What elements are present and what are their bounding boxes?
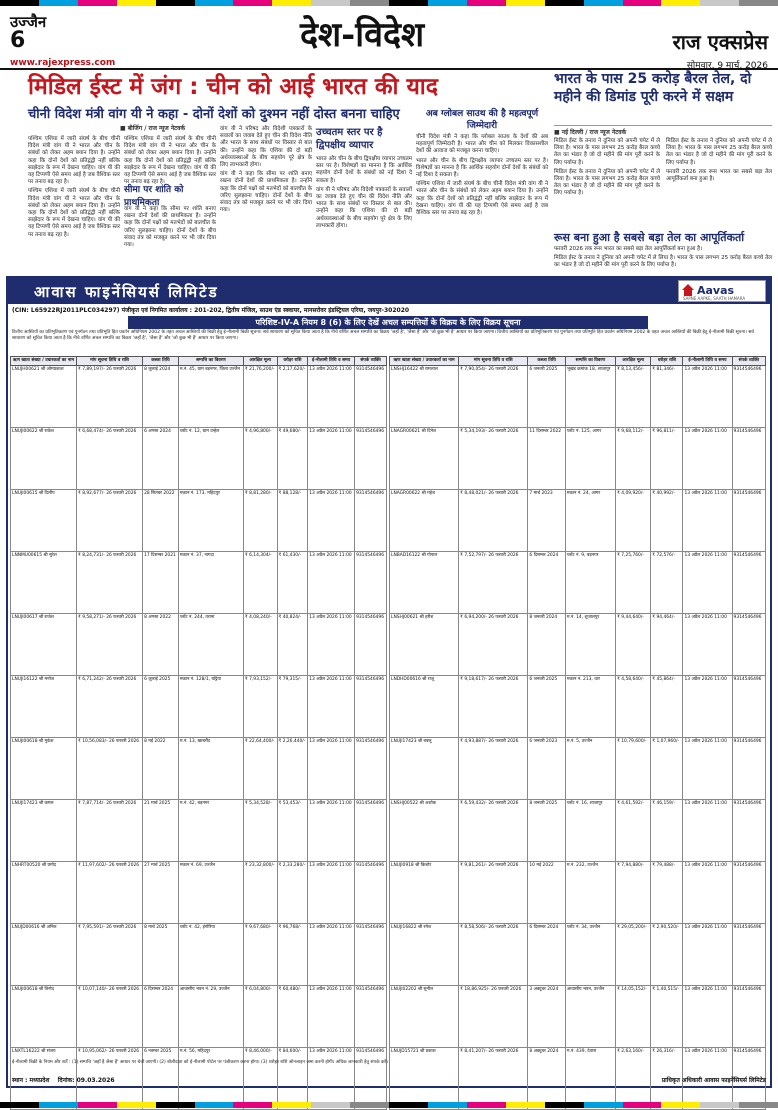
- table-cell: 9314546496: [355, 489, 387, 551]
- table-row: [11, 427, 387, 489]
- table-cell: ₹ 26,316/-: [651, 1047, 683, 1109]
- table-cell: मकान नं. 24, आगर: [565, 489, 615, 551]
- table-cell: ₹ 2,17,620/-: [277, 365, 308, 427]
- table-row: [11, 613, 387, 675]
- table-cell: LNUJI02202 श्री सुनील: [390, 985, 459, 1047]
- table-cell: ₹ 7,87,714/- 26 फरवरी 2026: [77, 799, 143, 861]
- table-row: [11, 799, 387, 861]
- table-row: [11, 985, 387, 1047]
- table-cell: ₹ 96,768/-: [277, 923, 308, 985]
- side-story-column-2: मिडिल ईस्ट के तनाव ने दुनिया को अपनी चपेट में ले लिया है। भारत के पास लगभग 25 करोड़ बैरल कच्चे तेल का भंडार है जो दो महीने की मांग पूरी करने के लिए पर्याप्त है। फरवरी 2026 तक रूस भारत का सबसे बड़ा तेल आपूर्तिकर्ता बना हुआ है।: [666, 138, 772, 183]
- registration-swatch: [117, 1102, 156, 1108]
- table-cell: 9314546496: [732, 799, 765, 861]
- table-cell: 13 अप्रैल 2026 11:00: [308, 675, 355, 737]
- table-cell: ₹ 8,58,506/- 26 फरवरी 2026: [459, 923, 528, 985]
- table-cell: 9314546496: [355, 365, 387, 427]
- table-row: [11, 551, 387, 613]
- lead-headline: मिडिल ईस्ट में जंग : चीन को आई भारत की याद: [28, 74, 438, 100]
- table-row: [390, 923, 766, 985]
- side-story-byline: ■ नई दिल्ली / राज न्यूज नेटवर्क: [554, 129, 627, 136]
- table-cell: 9314546496: [732, 985, 765, 1047]
- table-cell: LNUJI00622 श्री राकेश: [11, 427, 77, 489]
- table-cell: ₹ 11,97,602/- 26 फरवरी 2026: [77, 861, 143, 923]
- table-cell: 28 सितंबर 2022: [143, 489, 179, 551]
- table-cell: प्लॉट नं. 12, ग्राम उन्हेल: [178, 427, 243, 489]
- table-cell: ₹ 72,576/-: [651, 551, 683, 613]
- table-cell: LNSHJ16422 श्री रामलाल: [390, 365, 459, 427]
- table-cell: ₹ 9,67,680/-: [243, 923, 277, 985]
- table-row: [390, 427, 766, 489]
- table-cell: ₹ 7,89,197/- 26 फरवरी 2026: [77, 365, 143, 427]
- table-cell: 13 अप्रैल 2026 11:00: [308, 365, 355, 427]
- registration-swatch: [700, 1102, 739, 1108]
- table-cell: 13 अप्रैल 2026 11:00: [308, 489, 355, 551]
- logo-tagline: SAPNE AAPKE, SAATH HAMARA: [683, 296, 746, 301]
- table-cell: ₹ 29,05,200/-: [616, 923, 651, 985]
- table-cell: 13 अप्रैल 2026 11:00: [308, 551, 355, 613]
- ad-place-date: स्थान : मध्यप्रदेश दिनांक: 09.03.2026: [12, 1077, 115, 1084]
- table-cell: 13 अप्रैल 2026 11:00: [683, 737, 732, 799]
- table-cell: ₹ 6,71,242/- 26 फरवरी 2026: [77, 675, 143, 737]
- table-cell: ₹ 9,18,617/- 26 फरवरी 2026: [459, 675, 528, 737]
- table-header: मांग सूचना तिथि व राशि: [459, 357, 528, 366]
- table-cell: मकान नं. 69, उज्जैन: [178, 861, 243, 923]
- table-cell: मकान नं. 128/1, घट्टिया: [178, 675, 243, 737]
- side-story-column-1: मिडिल ईस्ट के तनाव ने दुनिया को अपनी चपेट में ले लिया है। भारत के पास लगभग 25 करोड़ बैरल कच्चे तेल का भंडार है जो दो महीने की मांग पूरी करने के लिए पर्याप्त है। मिडिल ईस्ट के तनाव ने दुनिया को अपनी चपेट में ले लिया है। भारत के पास लगभग 25 करोड़ बैरल कच्चे तेल का भंडार है जो दो महीने की मांग पूरी करने के लिए पर्याप्त है।: [554, 138, 660, 197]
- table-cell: 9314546496: [355, 985, 387, 1047]
- table-cell: 21 मार्च 2025: [143, 799, 179, 861]
- table-cell: LNUJI00618 श्री विनोद: [11, 985, 77, 1047]
- table-cell: LNUJI16822 श्री रमेश: [390, 923, 459, 985]
- table-header: धरोहर राशि: [277, 357, 308, 366]
- table-cell: म.नं. 42, बड़नगर: [178, 799, 243, 861]
- table-cell: ₹ 1,07,960/-: [651, 737, 683, 799]
- table-cell: ₹ 22,64,400/-: [243, 737, 277, 799]
- table-row: [11, 365, 387, 427]
- table-cell: 13 अप्रैल 2026 11:00: [308, 1047, 355, 1109]
- table-cell: ₹ 49,680/-: [277, 427, 308, 489]
- table-cell: ₹ 46,159/-: [651, 799, 683, 861]
- table-header: कब्जा तिथि: [528, 357, 565, 366]
- table-cell: ₹ 6,04,800/-: [243, 985, 277, 1047]
- table-cell: 9314546496: [732, 613, 765, 675]
- table-cell: आवासीय भवन नं. 29, उज्जैन: [178, 985, 243, 1047]
- registration-swatch: [661, 1102, 700, 1108]
- ad-cin-address: (CIN: L65922RJ2011PLC034297) पंजीकृत एवं निगमित कार्यालय : 201-202, द्वितीय मंजिल, साउथ एंड स्क्वायर, मानसरोवर इंडस्ट्रियल एरिया, जयपुर-302020: [12, 307, 410, 314]
- table-cell: 13 अप्रैल 2026 11:00: [308, 737, 355, 799]
- table-cell: ₹ 79,315/-: [277, 675, 308, 737]
- table-cell: ₹ 9,58,271/- 26 फरवरी 2026: [77, 613, 143, 675]
- table-cell: LNAGR00621 श्री दिनेश: [390, 427, 459, 489]
- table-cell: म.नं. 5, उज्जैन: [565, 737, 615, 799]
- website-link[interactable]: www.rajexpress.com: [10, 58, 116, 68]
- side-story-subhead: रूस बना हुआ है सबसे बड़ा तेल का आपूर्तिकर्ता: [554, 231, 745, 244]
- table-cell: LNUJI0918 श्री किशोर: [390, 861, 459, 923]
- table-header: आरक्षित मूल्य: [243, 357, 277, 366]
- section-title: देश-विदेश: [300, 15, 425, 55]
- table-row: [390, 861, 766, 923]
- table-cell: आवासीय भवन, उज्जैन: [565, 985, 615, 1047]
- table-header: संपर्क व्यक्ति: [355, 357, 387, 366]
- ad-terms: ई-नीलामी बिक्री के नियम और शर्तें : (1) सम्पत्ति 'जहाँ है जैसा है' आधार पर बेची जाएगी। (2) बोलीदाता को ई-नीलामी पोर्टल पर पंजीकरण करना होगा। (3) धरोहर राशि ऑनलाइन जमा करनी होगी। अधिक जानकारी हेतु संपर्क करें।: [12, 1060, 388, 1065]
- table-cell: ₹ 45,864/-: [651, 675, 683, 737]
- registration-swatch: [584, 1102, 623, 1108]
- table-cell: LNNMU00615 श्री सुरेश: [11, 551, 77, 613]
- table-cell: 13 अप्रैल 2026 11:00: [308, 985, 355, 1047]
- table-header: ऋण खाता संख्या / उधारकर्ता का नाम: [11, 357, 77, 366]
- table-cell: LNXTL16222 श्री संजय: [11, 1047, 77, 1109]
- table-row: [11, 861, 387, 923]
- table-cell: ₹ 7,93,152/-: [243, 675, 277, 737]
- table-cell: 9314546496: [732, 551, 765, 613]
- table-cell: ₹ 84,600/-: [277, 1047, 308, 1109]
- table-cell: LNUJH00621 श्री ओमप्रकाश: [11, 365, 77, 427]
- table-cell: म.नं. 13, खाचरौद: [178, 737, 243, 799]
- table-cell: ₹ 9,81,261/- 26 फरवरी 2026: [459, 861, 528, 923]
- table-cell: 8 अक्टूबर 2024: [528, 1047, 565, 1109]
- table-cell: 17 दिसम्बर 2021: [143, 551, 179, 613]
- table-cell: ₹ 4,08,240/-: [243, 613, 277, 675]
- ad-notice-title: परिशिष्ट-IV-A नियम 8 (6) के लिए देखें अचल सम्पत्तियों के विक्रय के लिए विक्रय सूचना: [128, 316, 648, 329]
- table-cell: मकान नं. 213, धार: [565, 675, 615, 737]
- registration-swatch: [506, 1102, 545, 1108]
- table-cell: म.नं. 14, शुजालपुर: [565, 613, 615, 675]
- lead-column-3: वांग यी ने परिषद और विदेशी पत्रकारों के सवालों का जवाब देते हुए चीन की विदेश नीति और भारत के साथ संबंधों पर विस्तार से बात की। उन्होंने कहा कि एशिया की दो बड़ी अर्थव्यवस्थाओं के बीच सहयोग पूरे क्षेत्र के लिए लाभकारी होगा। वांग यी ने कहा कि सीमा पर शांति बनाए रखना दोनों देशों की प्राथमिकता है। उन्होंने कहा कि दोनों पक्षों को मतभेदों को बातचीत के जरिए सुलझाना चाहिए। दोनों देशों के बीच संवाद तंत्र को मजबूत करने पर भी जोर दिया गया।: [220, 126, 312, 214]
- table-cell: ₹ 4,61,592/-: [616, 799, 651, 861]
- table-cell: 9314546496: [355, 551, 387, 613]
- lead-subheadline: चीनी विदेश मंत्री वांग यी ने कहा - दोनों देशों को दुश्मन नहीं दोस्त बनना चाहिए: [28, 107, 400, 122]
- table-cell: 9314546496: [732, 1047, 765, 1109]
- table-cell: LNUJI17423 श्री कमल: [11, 799, 77, 861]
- table-cell: LNDHD00616 श्री राजू: [390, 675, 459, 737]
- table-cell: ₹ 14,05,152/-: [616, 985, 651, 1047]
- table-cell: 11 दिसम्बर 2022: [528, 427, 565, 489]
- registration-swatch: [428, 1102, 467, 1108]
- table-cell: ₹ 7,94,880/-: [616, 861, 651, 923]
- table-cell: 10 मई 2022: [528, 861, 565, 923]
- table-cell: ₹ 40,824/-: [277, 613, 308, 675]
- table-cell: 13 अप्रैल 2026 11:00: [683, 551, 732, 613]
- table-row: [390, 489, 766, 551]
- table-cell: ₹ 53,453/-: [277, 799, 308, 861]
- table-cell: LNSHJ00621 श्री हरीश: [390, 613, 459, 675]
- table-row: [11, 489, 387, 551]
- table-cell: ₹ 7,52,797/- 26 फरवरी 2026: [459, 551, 528, 613]
- lead-column-1: पश्चिम एशिया में जारी संघर्ष के बीच चीनी विदेश मंत्री वांग यी ने भारत और चीन के संबंधों को लेकर अहम बयान दिया है। उन्होंने कहा कि दोनों देशों को प्रतिद्वंद्वी नहीं बल्कि साझेदार के रूप में देखना चाहिए। वांग यी की यह टिप्पणी ऐसे समय आई है जब वैश्विक स्तर पर तनाव बढ़ रहा है। पश्चिम एशिया में जारी संघर्ष के बीच चीनी विदेश मंत्री वांग यी ने भारत और चीन के संबंधों को लेकर अहम बयान दिया है। उन्होंने कहा कि दोनों देशों को प्रतिद्वंद्वी नहीं बल्कि साझेदार के रूप में देखना चाहिए। वांग यी की यह टिप्पणी ऐसे समय आई है जब वैश्विक स्तर पर तनाव बढ़ रहा है।: [28, 136, 120, 238]
- table-cell: 9314546496: [732, 923, 765, 985]
- table-cell: 3 अक्टूबर 2024: [528, 985, 565, 1047]
- table-cell: ₹ 23,32,800/-: [243, 861, 277, 923]
- table-cell: 8 जनवरी 2024: [528, 613, 565, 675]
- lead-subhead-trade: उच्चतम स्तर पर है द्विपक्षीय व्यापार: [316, 127, 383, 151]
- table-cell: 13 अप्रैल 2026 11:00: [683, 799, 732, 861]
- table-cell: ₹ 18,86,925/- 26 फरवरी 2026: [459, 985, 528, 1047]
- table-header: धरोहर राशि: [651, 357, 683, 366]
- registration-swatch: [350, 1102, 389, 1108]
- table-cell: LNUJI00615 श्री दिलीप: [11, 489, 77, 551]
- table-cell: ₹ 4,58,640/-: [616, 675, 651, 737]
- table-cell: 6 नवम्बर 2025: [143, 1047, 179, 1109]
- table-cell: 6 दिसम्बर 2024: [528, 551, 565, 613]
- table-cell: 27 मार्च 2025: [143, 861, 179, 923]
- table-header: सम्पत्ति का विवरण: [178, 357, 243, 366]
- table-cell: ₹ 5,34,528/-: [243, 799, 277, 861]
- table-row: [390, 985, 766, 1047]
- registration-swatch: [311, 1102, 350, 1108]
- table-cell: प्लॉट नं. 244, तराना: [178, 613, 243, 675]
- table-row: [390, 675, 766, 737]
- registration-swatch: [233, 1102, 272, 1108]
- issue-date: सोमवार, 9 मार्च, 2026: [686, 61, 768, 71]
- lead-subhead-global-south: अब ग्लोबल साउथ की है महत्वपूर्ण जिम्मेदारी: [425, 109, 539, 131]
- registration-swatch: [78, 1102, 117, 1108]
- table-row: [11, 737, 387, 799]
- table-cell: 13 अप्रैल 2026 11:00: [683, 675, 732, 737]
- registration-swatch: [272, 1102, 311, 1108]
- table-cell: ₹ 5,34,193/- 26 फरवरी 2026: [459, 427, 528, 489]
- auction-notice-ad: [6, 276, 772, 1088]
- table-header: ई-नीलामी तिथि व समय: [308, 357, 355, 366]
- table-cell: प्लॉट नं. 34, उज्जैन: [565, 923, 615, 985]
- table-cell: ₹ 2,26,440/-: [277, 737, 308, 799]
- table-row: [390, 799, 766, 861]
- page-number: 6: [10, 28, 26, 53]
- table-cell: 13 अप्रैल 2026 11:00: [683, 923, 732, 985]
- auction-table-right: [389, 356, 766, 1110]
- ad-header: [8, 278, 770, 304]
- table-cell: ₹ 2,90,520/-: [651, 923, 683, 985]
- ad-intro-text: वित्तीय आस्तियों का प्रतिभूतिकरण एवं पुनर्गठन तथा प्रतिभूति हित प्रवर्तन अधिनियम 2002 के तहत अचल आस्तियों की बिक्री हेतु ई-नीलामी बिक्री सूचना। सर्व साधारण को सूचित किया जाता है कि नीचे वर्णित अचल सम्पत्ति का विक्रय 'जहाँ है', 'जैसा है' और 'जो कुछ भी है' आधार पर किया जाएगा। वित्तीय आस्तियों का प्रतिभूतिकरण एवं पुनर्गठन तथा प्रतिभूति हित प्रवर्तन अधिनियम 2002 के तहत अचल आस्तियों की बिक्री हेतु ई-नीलामी बिक्री सूचना। सर्व साधारण को सूचित किया जाता है कि नीचे वर्णित अचल सम्पत्ति का विक्रय 'जहाँ है', 'जैसा है' और 'जो कुछ भी है' आधार पर किया जाएगा।: [12, 330, 754, 341]
- table-cell: 13 अप्रैल 2026 11:00: [308, 427, 355, 489]
- table-cell: 9314546496: [355, 799, 387, 861]
- table-cell: 8 अगस्त 2022: [143, 613, 179, 675]
- table-cell: 6 दिसम्बर 2024: [143, 985, 179, 1047]
- registration-swatch: [467, 1102, 506, 1108]
- table-cell: ₹ 7,25,760/-: [616, 551, 651, 613]
- table-row: [390, 613, 766, 675]
- side-story-headline-box: [554, 70, 772, 126]
- table-cell: मकान नं. 173, महिदपुर: [178, 489, 243, 551]
- table-cell: LNUJI00618 श्री मुकेश: [11, 737, 77, 799]
- table-cell: 9314546496: [355, 737, 387, 799]
- lead-byline: ■ बीजिंग / राज न्यूज नेटवर्क: [120, 125, 186, 132]
- table-cell: LNUJI00617 श्री राजेश: [11, 613, 77, 675]
- table-cell: ₹ 94,464/-: [651, 613, 683, 675]
- table-cell: ₹ 10,79,600/-: [616, 737, 651, 799]
- table-cell: 9314546496: [355, 613, 387, 675]
- table-cell: ₹ 96,811/-: [651, 427, 683, 489]
- table-cell: ₹ 7,90,054/- 26 फरवरी 2026: [459, 365, 528, 427]
- table-cell: 13 अप्रैल 2026 11:00: [683, 1047, 732, 1109]
- table-cell: 13 अप्रैल 2026 11:00: [683, 365, 732, 427]
- table-cell: 9314546496: [732, 427, 765, 489]
- table-cell: LNUJD15721 श्री प्रकाश: [390, 1047, 459, 1109]
- table-row: [390, 737, 766, 799]
- table-cell: 8 मई 2022: [143, 737, 179, 799]
- table-cell: LNHRT00520 श्री प्रमोद: [11, 861, 77, 923]
- table-row: [11, 675, 387, 737]
- ad-signatory: प्राधिकृत अधिकारी आवास फाइनेंसियर्स लिमिटेड: [661, 1077, 766, 1084]
- table-row: [390, 551, 766, 613]
- table-cell: मकान नं. 37, नागदा: [178, 551, 243, 613]
- table-cell: 13 अप्रैल 2026 11:00: [683, 861, 732, 923]
- lead-column-4: भारत और चीन के बीच द्विपक्षीय व्यापार उच्चतम स्तर पर है। विशेषज्ञों का मानना है कि आर्थिक सहयोग दोनों देशों के संबंधों को नई दिशा दे सकता है। वांग यी ने परिषद और विदेशी पत्रकारों के सवालों का जवाब देते हुए चीन की विदेश नीति और भारत के साथ संबंधों पर विस्तार से बात की। उन्होंने कहा कि एशिया की दो बड़ी अर्थव्यवस्थाओं के बीच सहयोग पूरे क्षेत्र के लिए लाभकारी होगा।: [316, 156, 412, 229]
- table-cell: 8 जुलाई 2024: [143, 365, 179, 427]
- table-cell: प्लॉट नं. 9, बड़नगर: [565, 551, 615, 613]
- table-cell: ₹ 8,48,021/- 26 फरवरी 2026: [459, 489, 528, 551]
- lead-subhead-border: सीमा पर शांति को प्राथमिकता: [124, 185, 184, 208]
- table-cell: ₹ 61,430/-: [277, 551, 308, 613]
- table-header: ई-नीलामी तिथि व समय: [683, 357, 732, 366]
- table-cell: म.नं. 232, उज्जैन: [565, 861, 615, 923]
- table-header: ऋण खाता संख्या / उधारकर्ता का नाम: [390, 357, 459, 366]
- ad-company-name: आवास फाइनेंसियर्स लिमिटेड: [34, 283, 219, 301]
- registration-swatch: [195, 1102, 234, 1108]
- table-cell: 7 मार्च 2023: [528, 489, 565, 551]
- table-cell: 9314546496: [355, 675, 387, 737]
- table-cell: ₹ 8,46,000/-: [243, 1047, 277, 1109]
- table-cell: ₹ 8,41,207/- 26 फरवरी 2026: [459, 1047, 528, 1109]
- table-cell: LNUJI17423 श्री बबलू: [390, 737, 459, 799]
- table-cell: ₹ 8,13,456/-: [616, 365, 651, 427]
- table-cell: 9314546496: [355, 427, 387, 489]
- registration-swatch: [39, 1102, 78, 1108]
- table-cell: ₹ 6,59,432/- 26 फरवरी 2026: [459, 799, 528, 861]
- table-cell: 8 जनवरी 2025: [528, 799, 565, 861]
- table-cell: ₹ 88,128/-: [277, 489, 308, 551]
- aavas-logo: [678, 280, 766, 302]
- registration-swatch: [545, 1102, 584, 1108]
- side-story-column-3: फरवरी 2026 तक रूस भारत का सबसे बड़ा तेल आपूर्तिकर्ता बना हुआ है। मिडिल ईस्ट के तनाव ने दुनिया को अपनी चपेट में ले लिया है। भारत के पास लगभग 25 करोड़ बैरल कच्चे तेल का भंडार है जो दो महीने की मांग पूरी करने के लिए पर्याप्त है।: [554, 246, 772, 269]
- table-cell: ₹ 10,07,140/- 26 फरवरी 2026: [77, 985, 143, 1047]
- table-cell: 13 अप्रैल 2026 11:00: [308, 923, 355, 985]
- table-cell: 13 अप्रैल 2026 11:00: [683, 613, 732, 675]
- table-cell: म.नं. 439, देवास: [565, 1047, 615, 1109]
- table-cell: भूखंड क्रमांक 18, शाजापुर: [565, 365, 615, 427]
- table-cell: ₹ 2,33,280/-: [277, 861, 308, 923]
- table-cell: ₹ 8,24,731/- 26 फरवरी 2026: [77, 551, 143, 613]
- table-cell: ₹ 6,94,200/- 26 फरवरी 2026: [459, 613, 528, 675]
- logo-text: Aavas: [697, 284, 735, 297]
- table-header: कब्जा तिथि: [143, 357, 179, 366]
- table-cell: 8 मार्च 2025: [143, 923, 179, 985]
- table-cell: ₹ 9,68,112/-: [616, 427, 651, 489]
- table-cell: ₹ 8,81,280/-: [243, 489, 277, 551]
- table-cell: 9314546496: [355, 861, 387, 923]
- table-cell: LNUJD00616 श्री अनिल: [11, 923, 77, 985]
- table-cell: प्लॉट नं. 42, इंगोरिया: [178, 923, 243, 985]
- table-cell: ₹ 6,68,474/- 26 फरवरी 2026: [77, 427, 143, 489]
- table-cell: ₹ 9,44,640/-: [616, 613, 651, 675]
- table-cell: 6 जनवरी 2025: [528, 365, 565, 427]
- table-cell: प्लॉट नं. 16, शाजापुर: [565, 799, 615, 861]
- table-cell: 13 अप्रैल 2026 11:00: [308, 613, 355, 675]
- table-cell: ₹ 60,480/-: [277, 985, 308, 1047]
- table-cell: प्लॉट नं. 125, आगर: [565, 427, 615, 489]
- table-cell: ₹ 7,95,591/- 26 फरवरी 2026: [77, 923, 143, 985]
- table-cell: 13 अप्रैल 2026 11:00: [683, 427, 732, 489]
- table-cell: ₹ 1,40,515/-: [651, 985, 683, 1047]
- table-header: सम्पत्ति का विवरण: [565, 357, 615, 366]
- masthead: [0, 6, 778, 70]
- table-cell: 6 अगस्त 2024: [143, 427, 179, 489]
- city-name: उज्जैन: [10, 13, 47, 31]
- lead-column-2-top: पश्चिम एशिया में जारी संघर्ष के बीच चीनी विदेश मंत्री वांग यी ने भारत और चीन के संबंधों को लेकर अहम बयान दिया है। उन्होंने कहा कि दोनों देशों को प्रतिद्वंद्वी नहीं बल्कि साझेदार के रूप में देखना चाहिए। वांग यी की यह टिप्पणी ऐसे समय आई है जब वैश्विक स्तर पर तनाव बढ़ रहा है।: [124, 136, 216, 186]
- newspaper-name: राज एक्सप्रेस: [672, 30, 768, 54]
- table-cell: LNBAD16122 श्री गोपाल: [390, 551, 459, 613]
- color-registration-bar-bottom: [0, 1102, 778, 1108]
- table-cell: ₹ 40,992/-: [651, 489, 683, 551]
- table-cell: 9314546496: [732, 365, 765, 427]
- table-cell: 6 दिसम्बर 2024: [528, 923, 565, 985]
- table-cell: 13 अप्रैल 2026 11:00: [308, 861, 355, 923]
- table-cell: 6 जनवरी 2025: [528, 675, 565, 737]
- table-cell: ₹ 6,14,304/-: [243, 551, 277, 613]
- table-cell: 13 अप्रैल 2026 11:00: [683, 489, 732, 551]
- table-cell: ₹ 4,96,800/-: [243, 427, 277, 489]
- table-cell: LNAGR00622 श्री महेश: [390, 489, 459, 551]
- lead-column-5: चीनी विदेश मंत्री ने कहा कि ग्लोबल साउथ के देशों की अब महत्वपूर्ण जिम्मेदारी है। भारत और चीन को मिलकर विकासशील देशों की आवाज को मजबूत करना चाहिए। भारत और चीन के बीच द्विपक्षीय व्यापार उच्चतम स्तर पर है। विशेषज्ञों का मानना है कि आर्थिक सहयोग दोनों देशों के संबंधों को नई दिशा दे सकता है। पश्चिम एशिया में जारी संघर्ष के बीच चीनी विदेश मंत्री वांग यी ने भारत और चीन के संबंधों को लेकर अहम बयान दिया है। उन्होंने कहा कि दोनों देशों को प्रतिद्वंद्वी नहीं बल्कि साझेदार के रूप में देखना चाहिए। वांग यी की यह टिप्पणी ऐसे समय आई है जब वैश्विक स्तर पर तनाव बढ़ रहा है।: [416, 134, 548, 217]
- table-header: मांग सूचना तिथि व राशि: [77, 357, 143, 366]
- house-logo-icon: [681, 283, 695, 297]
- table-header: संपर्क व्यक्ति: [732, 357, 765, 366]
- table-cell: 9314546496: [355, 923, 387, 985]
- table-row: [390, 365, 766, 427]
- table-cell: 6 जनवरी 2023: [528, 737, 565, 799]
- table-cell: 9314546496: [732, 489, 765, 551]
- table-cell: ₹ 8,92,677/- 26 फरवरी 2026: [77, 489, 143, 551]
- table-cell: 9314546496: [732, 675, 765, 737]
- table-cell: LNUJI16122 श्री मनोज: [11, 675, 77, 737]
- table-cell: 9314546496: [732, 861, 765, 923]
- table-cell: ₹ 2,63,160/-: [616, 1047, 651, 1109]
- table-row: [11, 923, 387, 985]
- registration-swatch: [389, 1102, 428, 1108]
- table-cell: ₹ 21,76,200/-: [243, 365, 277, 427]
- lead-column-2: वांग यी ने कहा कि सीमा पर शांति बनाए रखना दोनों देशों की प्राथमिकता है। उन्होंने कहा कि दोनों पक्षों को मतभेदों को बातचीत के जरिए सुलझाना चाहिए। दोनों देशों के बीच संवाद तंत्र को मजबूत करने पर भी जोर दिया गया।: [124, 206, 216, 249]
- table-cell: ₹ 10,56,083/- 26 फरवरी 2026: [77, 737, 143, 799]
- table-cell: 6 जुलाई 2025: [143, 675, 179, 737]
- table-cell: ₹ 4,93,887/- 26 फरवरी 2026: [459, 737, 528, 799]
- table-cell: ₹ 81,346/-: [651, 365, 683, 427]
- table-cell: म.नं. 45, ग्राम बड़नगर, जिला उज्जैन: [178, 365, 243, 427]
- table-cell: 9314546496: [732, 737, 765, 799]
- registration-swatch: [739, 1102, 778, 1108]
- auction-table-left: [10, 356, 387, 1110]
- table-cell: ₹ 10,95,062/- 26 फरवरी 2026: [77, 1047, 143, 1109]
- table-cell: 13 अप्रैल 2026 11:00: [308, 799, 355, 861]
- table-cell: ₹ 79,488/-: [651, 861, 683, 923]
- table-cell: LNSHJ00522 श्री अशोक: [390, 799, 459, 861]
- table-cell: म.नं. 56, महिदपुर: [178, 1047, 243, 1109]
- side-story-headline: भारत के पास 25 करोड़ बैरल तेल, दो महीने की डिमांड पूरी करने में सक्षम: [554, 71, 752, 105]
- table-cell: 13 अप्रैल 2026 11:00: [683, 985, 732, 1047]
- table-cell: ₹ 4,09,920/-: [616, 489, 651, 551]
- table-cell: 9314546496: [355, 1047, 387, 1109]
- registration-swatch: [623, 1102, 662, 1108]
- registration-swatch: [156, 1102, 195, 1108]
- registration-swatch: [0, 1102, 39, 1108]
- table-header: आरक्षित मूल्य: [616, 357, 651, 366]
